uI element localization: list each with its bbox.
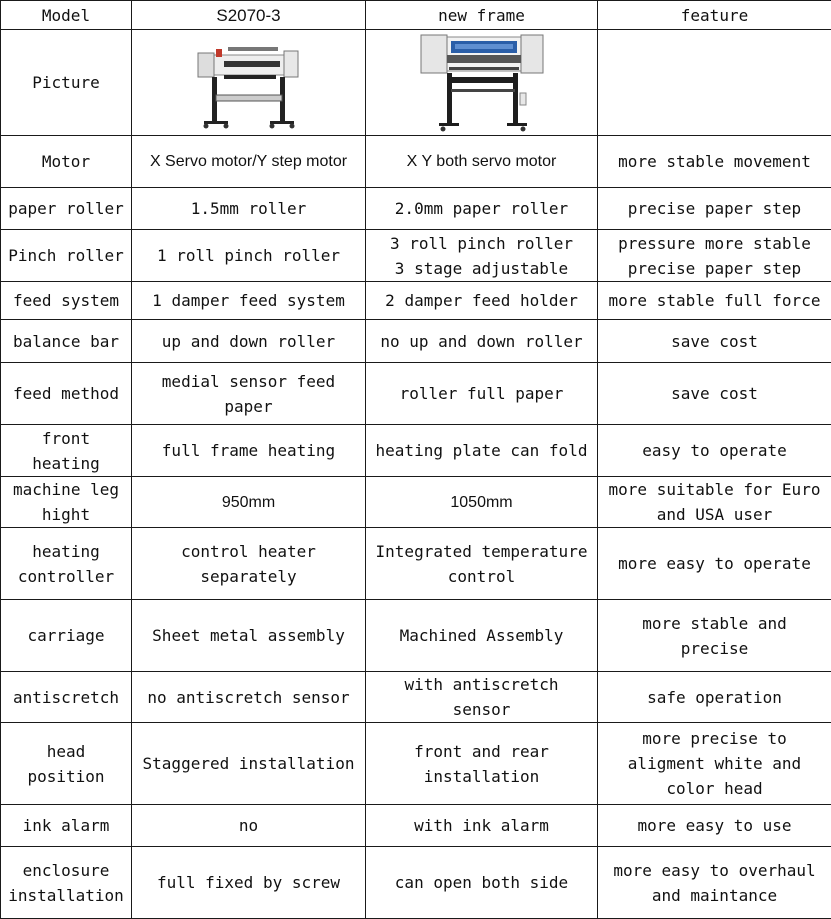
row-label: ink alarm bbox=[1, 805, 132, 847]
old-model-value: Staggered installation bbox=[132, 723, 366, 805]
row-label: feed system bbox=[1, 282, 132, 320]
old-model-value: medial sensor feed paper bbox=[132, 363, 366, 425]
feature-value: pressure more stable precise paper step bbox=[598, 230, 831, 282]
old-model-value: 950mm bbox=[132, 477, 366, 528]
header-feature: feature bbox=[598, 1, 831, 30]
table-row bbox=[1, 477, 831, 528]
new-frame-value: 3 roll pinch roller 3 stage adjustable bbox=[366, 230, 598, 282]
table-row bbox=[1, 425, 831, 477]
table-row bbox=[1, 363, 831, 425]
row-label: machine leg hight bbox=[1, 477, 132, 528]
row-label: enclosure installation bbox=[1, 847, 132, 919]
dtf-printer-new-frame-icon bbox=[417, 33, 547, 133]
feature-value: more suitable for Euro and USA user bbox=[598, 477, 831, 528]
old-model-value: X Servo motor/Y step motor bbox=[132, 136, 366, 188]
row-label: heating controller bbox=[1, 528, 132, 600]
old-model-value: full fixed by screw bbox=[132, 847, 366, 919]
new-frame-value: Integrated temperature control bbox=[366, 528, 598, 600]
feature-value: precise paper step bbox=[598, 188, 831, 230]
feature-value: safe operation bbox=[598, 672, 831, 723]
feature-value: easy to operate bbox=[598, 425, 831, 477]
old-model-value: Sheet metal assembly bbox=[132, 600, 366, 672]
old-model-value: up and down roller bbox=[132, 320, 366, 363]
new-frame-value: 1050mm bbox=[366, 477, 598, 528]
header-new-frame: new frame bbox=[366, 1, 598, 30]
dtf-printer-open-frame-icon bbox=[194, 37, 304, 129]
new-frame-value: Machined Assembly bbox=[366, 600, 598, 672]
table-row bbox=[1, 320, 831, 363]
header-model: Model bbox=[1, 1, 132, 30]
old-printer-picture bbox=[132, 30, 366, 136]
row-label: front heating bbox=[1, 425, 132, 477]
feature-value: more precise to aligment white and color head bbox=[598, 723, 831, 805]
feature-value: more stable movement bbox=[598, 136, 831, 188]
row-label: antiscretch bbox=[1, 672, 132, 723]
table-row bbox=[1, 600, 831, 672]
row-label: head position bbox=[1, 723, 132, 805]
feature-value: save cost bbox=[598, 363, 831, 425]
feature-value: more stable and precise bbox=[598, 600, 831, 672]
picture-row bbox=[1, 30, 831, 136]
new-frame-value: no up and down roller bbox=[366, 320, 598, 363]
old-model-value: control heater separately bbox=[132, 528, 366, 600]
table-row bbox=[1, 230, 831, 282]
table-row bbox=[1, 723, 831, 805]
row-label: paper roller bbox=[1, 188, 132, 230]
row-label: Pinch roller bbox=[1, 230, 132, 282]
new-printer-picture bbox=[366, 30, 598, 136]
feature-value: save cost bbox=[598, 320, 831, 363]
table-row bbox=[1, 188, 831, 230]
old-model-value: no antiscretch sensor bbox=[132, 672, 366, 723]
picture-label: Picture bbox=[1, 30, 132, 136]
row-label: balance bar bbox=[1, 320, 132, 363]
old-model-value: full frame heating bbox=[132, 425, 366, 477]
new-frame-value: 2 damper feed holder bbox=[366, 282, 598, 320]
header-old-model: S2070-3 bbox=[132, 1, 366, 30]
table-row bbox=[1, 282, 831, 320]
table-row bbox=[1, 528, 831, 600]
new-frame-value: 2.0mm paper roller bbox=[366, 188, 598, 230]
table-row bbox=[1, 672, 831, 723]
table-row bbox=[1, 805, 831, 847]
picture-feature bbox=[598, 30, 831, 136]
feature-value: more easy to use bbox=[598, 805, 831, 847]
new-frame-value: heating plate can fold bbox=[366, 425, 598, 477]
feature-value: more easy to overhaul and maintance bbox=[598, 847, 831, 919]
new-frame-value: X Y both servo motor bbox=[366, 136, 598, 188]
row-label: Motor bbox=[1, 136, 132, 188]
table-row bbox=[1, 136, 831, 188]
table-row bbox=[1, 847, 831, 919]
old-model-value: 1 roll pinch roller bbox=[132, 230, 366, 282]
new-frame-value: with antiscretch sensor bbox=[366, 672, 598, 723]
feature-value: more stable full force bbox=[598, 282, 831, 320]
old-model-value: 1.5mm roller bbox=[132, 188, 366, 230]
new-frame-value: with ink alarm bbox=[366, 805, 598, 847]
row-label: feed method bbox=[1, 363, 132, 425]
old-model-value: no bbox=[132, 805, 366, 847]
old-model-value: 1 damper feed system bbox=[132, 282, 366, 320]
new-frame-value: front and rear installation bbox=[366, 723, 598, 805]
new-frame-value: roller full paper bbox=[366, 363, 598, 425]
feature-value: more easy to operate bbox=[598, 528, 831, 600]
row-label: carriage bbox=[1, 600, 132, 672]
new-frame-value: can open both side bbox=[366, 847, 598, 919]
header-row bbox=[1, 1, 831, 30]
